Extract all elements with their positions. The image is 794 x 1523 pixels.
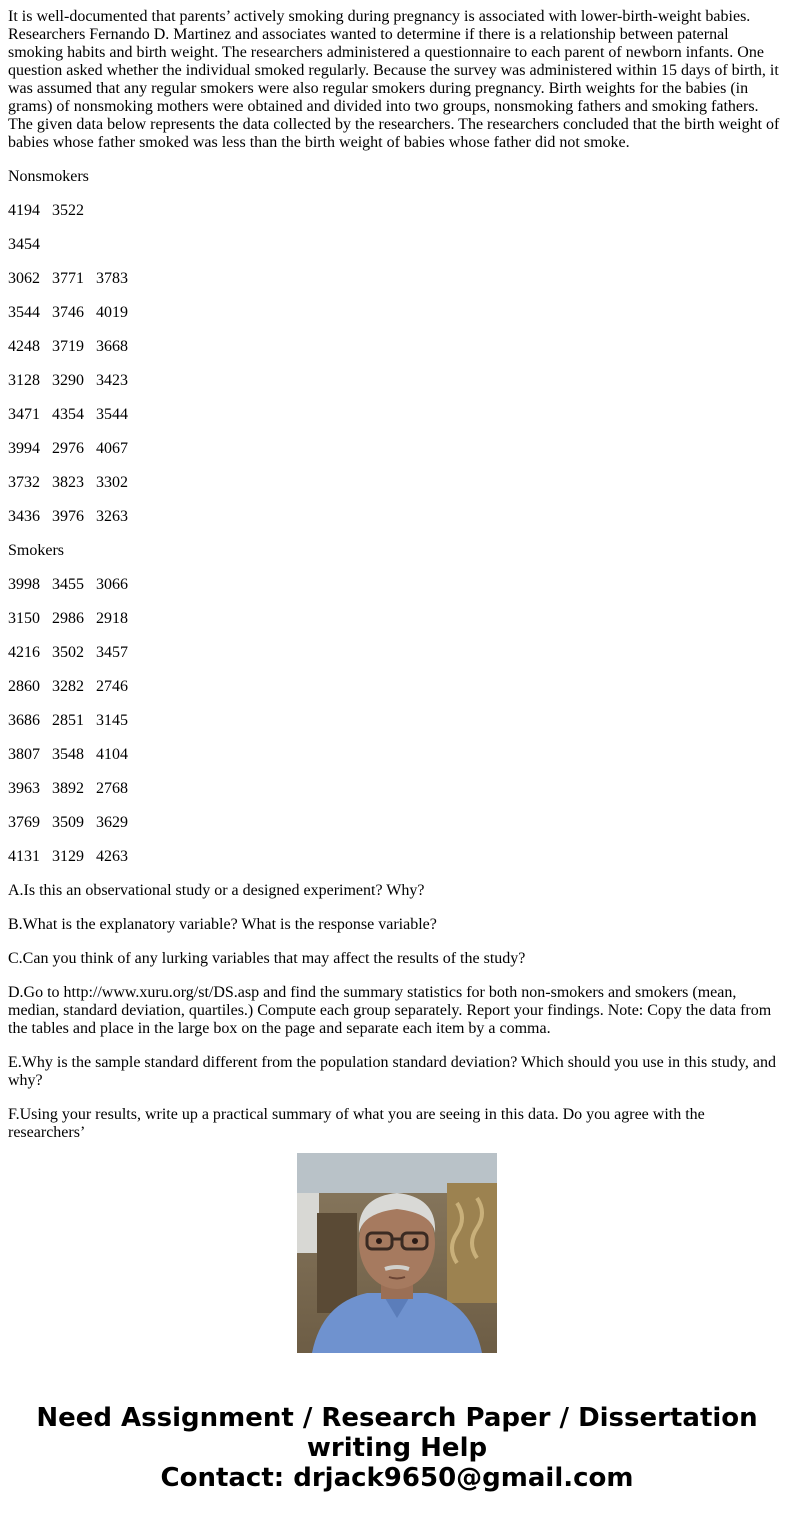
data-value: 3062 [8, 270, 40, 287]
question-item: C.Can you think of any lurking variables that may affect the results of the study? [8, 950, 526, 967]
smokers-label: Smokers [8, 542, 64, 559]
data-value: 3263 [96, 508, 128, 525]
data-value: 3522 [52, 202, 84, 219]
table-row [8, 338, 786, 356]
data-value: 2746 [96, 678, 128, 695]
table-row [8, 610, 786, 628]
question-item: E.Why is the sample standard different from the population standard deviation? Which should you use in this study, and why? [8, 1054, 776, 1089]
question-list [8, 882, 786, 1142]
smokers-data [8, 576, 786, 866]
data-value: 4104 [96, 746, 128, 763]
data-value: 2860 [8, 678, 40, 695]
data-value: 3963 [8, 780, 40, 797]
question-item: F.Using your results, write up a practical summary of what you are seeing in this data. Do you agree with the researchers’ [8, 1106, 705, 1141]
data-value: 3783 [96, 270, 128, 287]
data-value: 3502 [52, 644, 84, 661]
data-value: 2986 [52, 610, 84, 627]
footer-line-1: Need Assignment / Research Paper / Dissertation [36, 1403, 758, 1433]
intro-paragraph: It is well-documented that parents’ actively smoking during pregnancy is associated with lower-birth-weight babies. Researchers Fernando D. Martinez and associates wanted to determine if there is a relationship between paternal smoking habits and birth weight. The researchers administered a questionnaire to each parent of newborn infants. One question asked whether the individual smoked regularly. Because the survey was administered within 15 days of birth, it was assumed that any regular smokers were also regular smokers during pregnancy. Birth weights for the babies (in grams) of nonsmoking mothers were obtained and divided into two groups, nonsmoking fathers and smoking fathers. The given data below represents the data collected by the researchers. The researchers concluded that the birth weight of babies whose father smoked was less than the birth weight of babies whose father did not smoke. [8, 8, 780, 151]
data-value: 3509 [52, 814, 84, 831]
table-row [8, 508, 786, 526]
data-value: 3544 [96, 406, 128, 423]
table-row [8, 644, 786, 662]
nonsmokers-label: Nonsmokers [8, 168, 89, 185]
table-row [8, 372, 786, 390]
data-value: 4067 [96, 440, 128, 457]
data-value: 3719 [52, 338, 84, 355]
data-value: 3732 [8, 474, 40, 491]
data-value: 3769 [8, 814, 40, 831]
data-value: 3454 [8, 236, 40, 253]
data-value: 3145 [96, 712, 128, 729]
footer-line-2: writing Help [306, 1433, 488, 1463]
data-value: 3976 [52, 508, 84, 525]
table-row [8, 236, 786, 254]
data-value: 2851 [52, 712, 84, 729]
data-value: 3066 [96, 576, 128, 593]
data-value: 2918 [96, 610, 128, 627]
table-row [8, 202, 786, 220]
table-row [8, 576, 786, 594]
data-value: 4263 [96, 848, 128, 865]
data-value: 3282 [52, 678, 84, 695]
footer-line-3: Contact: drjack9650@gmail.com [160, 1463, 634, 1493]
data-value: 3668 [96, 338, 128, 355]
question-item: B.What is the explanatory variable? What is the response variable? [8, 916, 437, 933]
table-row [8, 814, 786, 832]
data-value: 4131 [8, 848, 40, 865]
question-item: A.Is this an observational study or a designed experiment? Why? [8, 882, 425, 899]
data-value: 3771 [52, 270, 84, 287]
data-value: 3823 [52, 474, 84, 491]
data-value: 3746 [52, 304, 84, 321]
table-row [8, 712, 786, 730]
data-value: 3544 [8, 304, 40, 321]
data-value: 3457 [96, 644, 128, 661]
data-value: 2768 [96, 780, 128, 797]
table-row [8, 304, 786, 322]
data-value: 4216 [8, 644, 40, 661]
data-value: 4354 [52, 406, 84, 423]
table-row [8, 678, 786, 696]
table-row [8, 406, 786, 424]
data-value: 4019 [96, 304, 128, 321]
data-value: 3807 [8, 746, 40, 763]
data-value: 4194 [8, 202, 40, 219]
data-value: 3686 [8, 712, 40, 729]
data-value: 3994 [8, 440, 40, 457]
document-body [8, 8, 786, 1141]
data-value: 2976 [52, 440, 84, 457]
data-value: 3892 [52, 780, 84, 797]
data-value: 3290 [52, 372, 84, 389]
data-value: 3548 [52, 746, 84, 763]
data-value: 3423 [96, 372, 128, 389]
data-value: 3150 [8, 610, 40, 627]
table-row [8, 746, 786, 764]
table-row [8, 848, 786, 866]
data-value: 3129 [52, 848, 84, 865]
question-item: D.Go to http://www.xuru.org/st/DS.asp and find the summary statistics for both non-smokers and smokers (mean, median, standard deviation, quartiles.) Compute each group separately. Report your findings. Note: Copy the data from the tables and place in the large box on the page and separate each item by a comma. [8, 984, 772, 1037]
footer-banner [0, 1403, 794, 1493]
data-value: 3128 [8, 372, 40, 389]
table-row [8, 780, 786, 798]
nonsmokers-data [8, 202, 786, 526]
table-row [8, 474, 786, 492]
data-value: 3629 [96, 814, 128, 831]
data-value: 3436 [8, 508, 40, 525]
data-value: 3471 [8, 406, 40, 423]
person-photo-icon [297, 1153, 497, 1353]
data-value: 3455 [52, 576, 84, 593]
data-value: 3302 [96, 474, 128, 491]
table-row [8, 270, 786, 288]
data-value: 4248 [8, 338, 40, 355]
avatar [297, 1153, 497, 1353]
data-value: 3998 [8, 576, 40, 593]
table-row [8, 440, 786, 458]
